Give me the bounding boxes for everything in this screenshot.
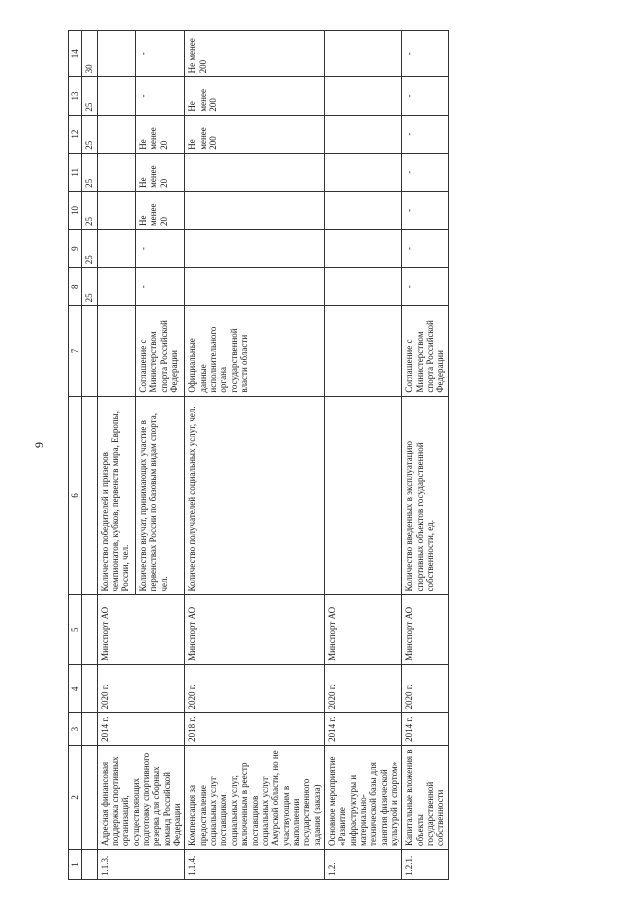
subheader-cell: 25 [82,230,97,268]
header-cell: 13 [69,77,82,115]
source-cell: Соглашение с Министерством спорта Российской Федерации [136,306,185,396]
value-cell: - [136,230,185,268]
header-cell: 11 [69,153,82,191]
value-cell: - [402,77,448,115]
value-cell: - [402,153,448,191]
activity-name-cell: Адресная финансовая поддержка спортивных организаций, осуществляющих подготовку спортивного резерва для сборных команд Российской Федерации [97,745,185,849]
value-cell [324,115,401,153]
indicator-cell: Количество внучат, принимающих участие в первенствах России по базовым видам спорта, чел. [136,396,185,595]
subheader-cell: 25 [82,77,97,115]
value-cell [97,31,135,77]
header-cell: 4 [69,664,82,713]
activity-name-cell: Компенсация за предоставление социальных услуг поставщиком социальных услуг, включенным в реестр поставщиков социальных услуг Амурской области, но не участвующим в выполнении государственного задания (заказа) [185,745,324,849]
table-container [68,30,568,880]
subheader-cell [82,849,97,879]
subheader-cell: 25 [82,115,97,153]
subheader-cell: 30 [82,31,97,77]
activity-name-cell: Капитальные вложения в объекты государственной собственности [402,745,448,849]
value-cell: - [402,31,448,77]
value-cell [324,31,401,77]
value-cell [97,268,135,306]
subheader-cell: 25 [82,153,97,191]
value-cell: - [136,31,185,77]
value-cell [185,230,324,268]
end-year-cell: 2020 г. [324,664,401,713]
header-cell: 3 [69,713,82,745]
value-cell: - [402,115,448,153]
indicator-cell: Количество введенных в эксплуатацию спортивных объектов государственной собственности, ед. [402,396,448,595]
subheader-cell: 25 [82,268,97,306]
table-row [97,31,135,880]
value-cell [185,268,324,306]
subheader-cell [82,664,97,713]
value-cell: - [402,230,448,268]
value-cell [324,153,401,191]
source-cell: Официальные данные исполнительного органа государственной власти области [185,306,324,396]
executor-cell: Минспорт АО [324,595,401,664]
activity-name-cell: Основное мероприятие «Развитие инфраструктуры и материально-технической базы для занятия физической культурой и спортом» [324,745,401,849]
subheader-cell [82,745,97,849]
row-number-cell: 1.2.1. [402,849,448,879]
start-year-cell: 2014 г. [402,713,448,745]
source-cell: Соглашение с Министерством спорта Российской Федерации [402,306,448,396]
value-cell [324,77,401,115]
executor-cell: Минспорт АО [402,595,448,664]
subheader-cell [82,396,97,595]
table-row [402,31,448,880]
subheader-row [82,31,97,880]
value-cell [185,191,324,229]
header-cell: 7 [69,306,82,396]
table-row [185,31,324,880]
subheader-cell [82,306,97,396]
header-cell: 5 [69,595,82,664]
program-table [68,30,449,880]
value-cell [324,230,401,268]
subheader-cell: 25 [82,191,97,229]
value-cell [97,77,135,115]
header-cell: 6 [69,396,82,595]
value-cell: Не менее 200 [185,115,324,153]
value-cell [97,230,135,268]
indicator-cell: Количество победителей и призеров чемпионатов, кубков, первенств мира, Европы, России, чел. [97,396,135,595]
value-cell: Не менее 200 [185,77,324,115]
row-number-cell: 1.2. [324,849,401,879]
value-cell: Не менее 200 [185,31,324,77]
row-number-cell: 1.1.4. [185,849,324,879]
value-cell: - [402,268,448,306]
value-cell [97,191,135,229]
executor-cell: Минспорт АО [97,595,185,664]
start-year-cell: 2018 г. [185,713,324,745]
source-cell [324,306,401,396]
value-cell [324,268,401,306]
header-cell: 2 [69,745,82,849]
page-number: 9 [32,442,46,448]
value-cell: Не менее 20 [136,191,185,229]
value-cell [97,153,135,191]
header-cell: 9 [69,230,82,268]
subheader-cell [82,713,97,745]
value-cell: - [402,191,448,229]
header-cell: 1 [69,849,82,879]
value-cell [185,153,324,191]
end-year-cell: 2020 г. [402,664,448,713]
header-cell: 10 [69,191,82,229]
start-year-cell: 2014 г. [324,713,401,745]
indicator-cell [324,396,401,595]
end-year-cell: 2020 г. [97,664,185,713]
value-cell: - [136,268,185,306]
header-cell: 14 [69,31,82,77]
header-row [69,31,82,880]
end-year-cell: 2020 г. [185,664,324,713]
source-cell [97,306,135,396]
value-cell: - [136,77,185,115]
indicator-cell: Количество получателей социальных услуг, чел. [185,396,324,595]
header-cell: 8 [69,268,82,306]
start-year-cell: 2014 г. [97,713,185,745]
value-cell: Не менее 20 [136,153,185,191]
header-cell: 12 [69,115,82,153]
table-row [324,31,401,880]
value-cell: Не менее 20 [136,115,185,153]
executor-cell: Минспорт АО [185,595,324,664]
subheader-cell [82,595,97,664]
value-cell [324,191,401,229]
value-cell [97,115,135,153]
row-number-cell: 1.1.3. [97,849,185,879]
